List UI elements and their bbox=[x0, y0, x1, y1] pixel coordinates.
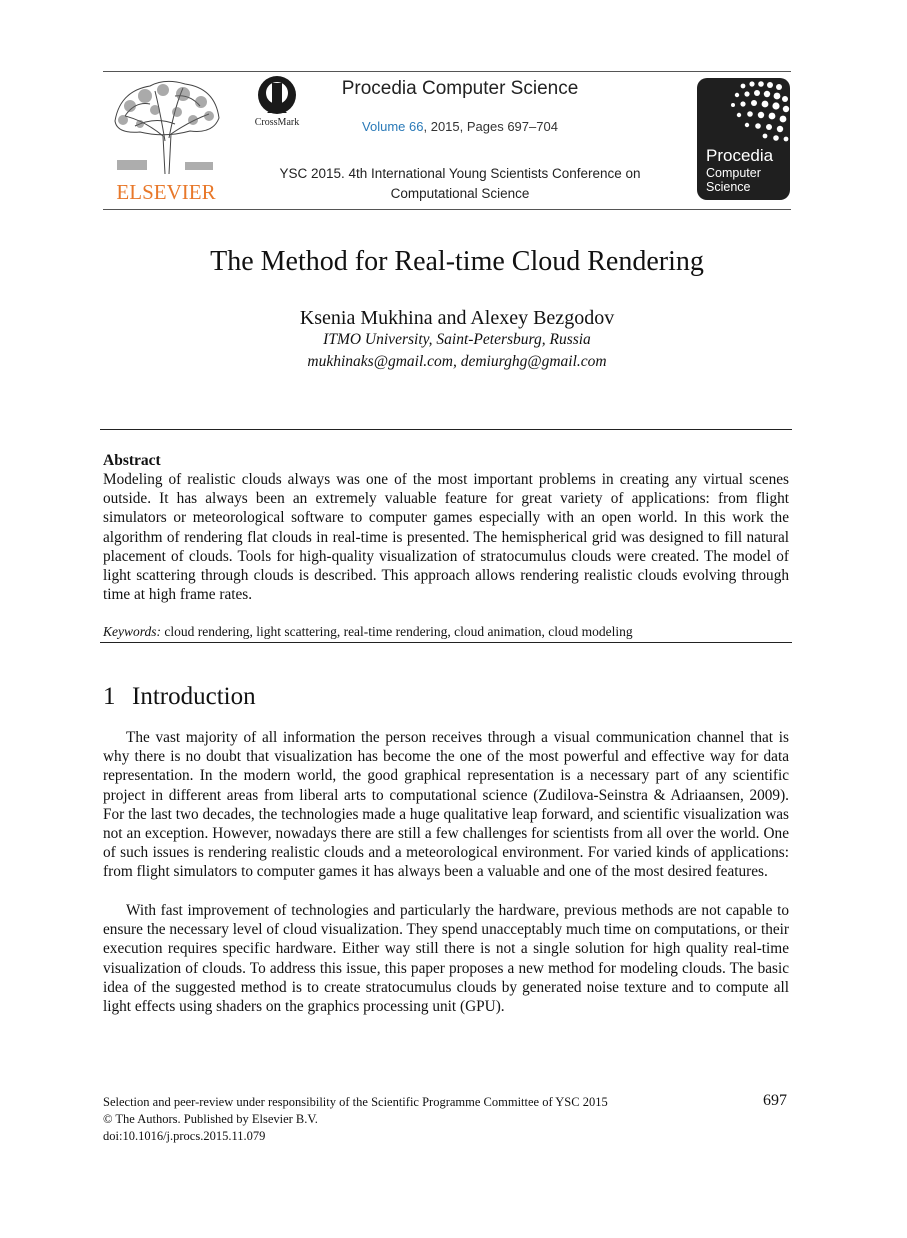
section-number: 1 bbox=[103, 683, 116, 710]
section-heading bbox=[103, 683, 256, 711]
volume-line bbox=[320, 119, 600, 134]
page-number: 697 bbox=[763, 1092, 787, 1109]
abstract-heading: Abstract bbox=[103, 452, 161, 469]
procedia-logo[interactable] bbox=[697, 78, 790, 200]
footer-note bbox=[103, 1094, 743, 1145]
procedia-dots-icon bbox=[697, 78, 790, 144]
volume-details: , 2015, Pages 697–704 bbox=[423, 119, 558, 134]
paper-authors: Ksenia Mukhina and Alexey Bezgodov bbox=[299, 307, 615, 329]
abstract-body: Modeling of realistic clouds always was one of the most important problems in creating any virtual scenes outside. It has always been an extremely valuable feature for great variety of applications: from flight simulators or meteorological software to computer games especially with an open world. In this work the algorithm of rendering flat clouds in real-time is presented. The hemispherical grid was designed to fill natural placement of clouds. Tools for high-quality visualization of stratocumulus clouds were created. The model of light scattering through clouds is described. This approach allows rendering realistic clouds evolving through time at high frame rates. bbox=[103, 471, 789, 604]
intro-paragraph-1: The vast majority of all information the person receives through a visual communication channel that is why there is no doubt that visualization has become the one of the most powerful and effective way for data representation. In the modern world, the good graphical representation is a necessary part of any scientific project in different areas from liberal arts to computational science (Zudilova-Seinstra & Adriaansen, 2009). For the last two decades, the technologies made a huge qualitative leap forward, and scientific visualization was not an exception. However, nowadays there are still a few challenges for scientists from all over the world. One of such issues is rendering realistic clouds and a meteorological environment. For varied kinds of applications: from flight simulators to computer games it has always been a valuable and one of the most desired features. bbox=[103, 729, 789, 881]
paper-emails[interactable]: mukhinaks@gmail.com, demiurghg@gmail.com bbox=[307, 353, 607, 370]
crossmark-icon bbox=[247, 75, 307, 119]
elsevier-wordmark: ELSEVIER bbox=[116, 180, 216, 204]
header-top-rule bbox=[103, 71, 791, 72]
keywords-list: cloud rendering, light scattering, real-time rendering, cloud animation, cloud modeling bbox=[164, 624, 633, 639]
conference-line-1: YSC 2015. 4th International Young Scientists Conference on bbox=[279, 166, 641, 181]
section-title: Introduction bbox=[132, 683, 256, 710]
conference-info bbox=[255, 164, 665, 204]
conference-line-2: Computational Science bbox=[390, 186, 530, 201]
elsevier-logo[interactable] bbox=[105, 76, 227, 204]
footer-peer-review: Selection and peer-review under responsibility of the Scientific Programme Committee of YSC 2015 bbox=[103, 1095, 608, 1109]
header-bottom-rule bbox=[103, 209, 791, 210]
intro-paragraph-2: With fast improvement of technologies and particularly the hardware, previous methods are not capable to ensure the necessary level of cloud visualization. They spend unacceptably much time on computations, or their execution requires specific hardware. Either way still there is not a single solution for high quality real-time visualization of clouds. To address this issue, this paper proposes a new method for modeling clouds. The basic idea of the suggested method is to create stratocumulus clouds by generated noise texture and to compute all light effects using shaders on the graphics processing unit (GPU). bbox=[103, 902, 789, 1016]
journal-title[interactable]: Procedia Computer Science bbox=[341, 78, 579, 99]
volume-link[interactable]: Volume 66 bbox=[362, 119, 424, 134]
paper-title: The Method for Real-time Cloud Rendering bbox=[210, 246, 704, 277]
abstract-bottom-rule bbox=[100, 642, 792, 643]
crossmark-badge[interactable] bbox=[247, 75, 307, 135]
procedia-logo-subtitle bbox=[706, 166, 761, 194]
abstract-top-rule bbox=[100, 429, 792, 430]
procedia-logo-word: Procedia bbox=[706, 146, 774, 165]
procedia-logo-sub-2: Science bbox=[706, 180, 751, 194]
elsevier-tree-icon bbox=[105, 76, 227, 176]
keywords-label: Keywords: bbox=[103, 624, 161, 639]
procedia-logo-sub-1: Computer bbox=[706, 166, 761, 180]
footer-copyright: © The Authors. Published by Elsevier B.V. bbox=[103, 1112, 318, 1126]
paper-affiliation: ITMO University, Saint-Petersburg, Russia bbox=[323, 331, 591, 348]
keywords-line bbox=[103, 624, 793, 640]
footer-doi[interactable]: doi:10.1016/j.procs.2015.11.079 bbox=[103, 1129, 266, 1143]
crossmark-label: CrossMark bbox=[254, 117, 300, 128]
